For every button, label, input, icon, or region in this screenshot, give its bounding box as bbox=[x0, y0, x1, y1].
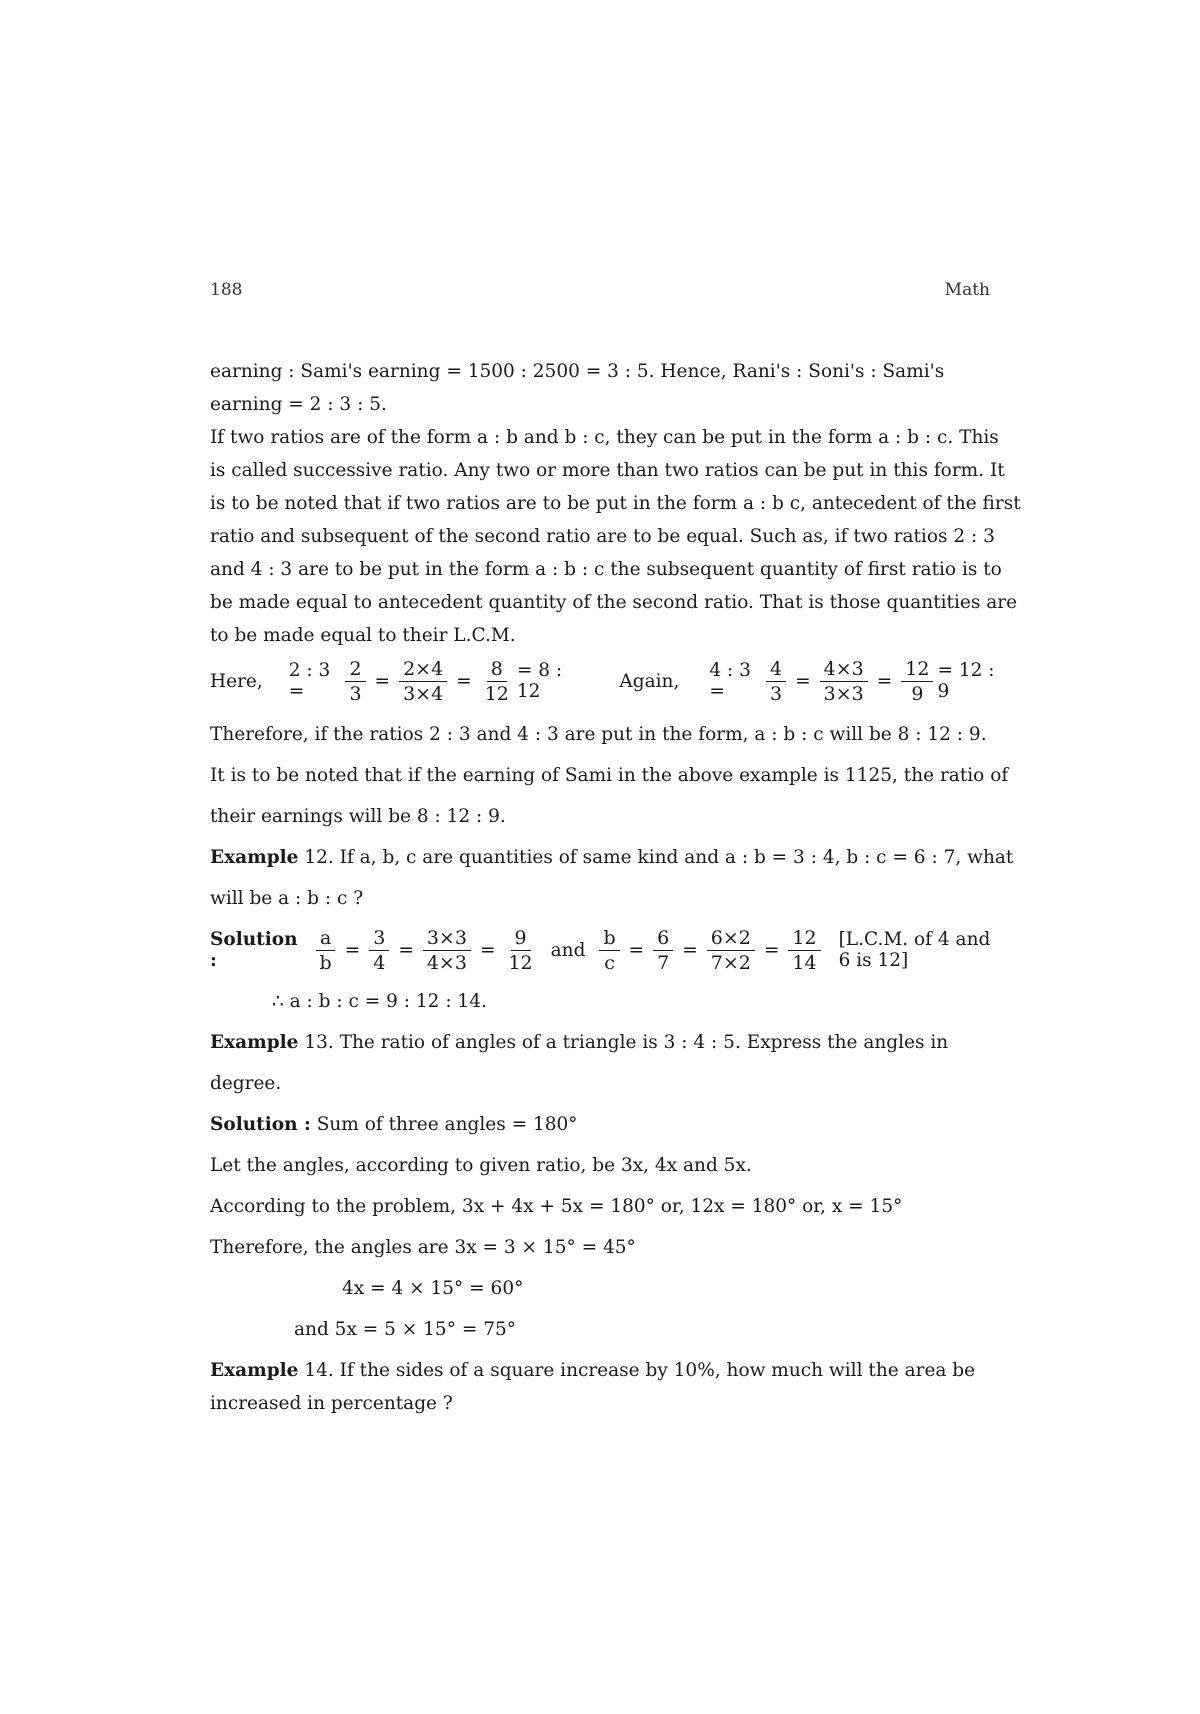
text-line: Therefore, the angles are 3x = 3 × 15° = 45° bbox=[210, 1237, 636, 1258]
text-line: earning = 2 : 3 : 5. bbox=[210, 394, 387, 415]
fraction: $\frac{a}{b}$ bbox=[316, 926, 336, 975]
text-line: and 4 : 3 are to be put in the form a : b : c the subsequent quantity of first ratio is to bbox=[210, 559, 1002, 580]
example-12 bbox=[210, 841, 1014, 874]
example-text: 13. The ratio of angles of a triangle is 3 : 4 : 5. Express the angles in bbox=[304, 1032, 949, 1053]
text-line: Therefore, if the ratios 2 : 3 and 4 : 3 are put in the form, a : b : c will be 8 : 12 : 9. bbox=[210, 724, 987, 745]
text-line: be made equal to antecedent quantity of the second ratio. That is those quantities are bbox=[210, 592, 1018, 613]
text-line: will be a : b : c ? bbox=[210, 888, 364, 909]
example-label: Example bbox=[210, 1360, 299, 1381]
text-line: 4x = 4 × 15° = 60° bbox=[342, 1278, 524, 1299]
text-line: Let the angles, according to given ratio, be 3x, 4x and 5x. bbox=[210, 1155, 752, 1176]
fraction: $\frac{2\times 4}{3\times 4}$ bbox=[399, 657, 447, 706]
eq-label-here: Here, bbox=[210, 670, 263, 692]
eq-label-again: Again, bbox=[619, 670, 680, 692]
fraction: $\frac{3\times 3}{4\times 3}$ bbox=[423, 926, 471, 975]
fraction: $\frac{4\times 3}{3\times 3}$ bbox=[820, 657, 868, 706]
fraction: $\frac{6}{7}$ bbox=[653, 926, 673, 975]
fraction: $\frac{b}{c}$ bbox=[599, 926, 619, 975]
subject-title: Math bbox=[944, 280, 990, 300]
text-line: their earnings will be 8 : 12 : 9. bbox=[210, 806, 506, 827]
solution-text: Sum of three angles = 180° bbox=[316, 1114, 578, 1135]
example-label: Example bbox=[210, 1032, 299, 1053]
eq-lhs: 4 : 3 = bbox=[709, 660, 751, 702]
text-line: degree. bbox=[210, 1073, 282, 1094]
text-line: According to the problem, 3x + 4x + 5x = 180° or, 12x = 180° or, x = 15° bbox=[210, 1196, 903, 1217]
text-line: and 5x = 5 × 15° = 75° bbox=[294, 1319, 517, 1340]
text-line: It is to be noted that if the earning of Sami in the above example is 1125, the ratio of bbox=[210, 765, 1009, 786]
example-14 bbox=[210, 1354, 1000, 1387]
eq-result: = 8 : 12 bbox=[516, 660, 563, 702]
lcm-note: [L.C.M. of 4 and 6 is 12] bbox=[838, 929, 991, 971]
solution-13 bbox=[210, 1108, 1000, 1141]
text-line: earning : Sami's earning = 1500 : 2500 = 3 : 5. Hence, Rani's : Soni's : Sami's bbox=[210, 361, 945, 382]
fraction: $\frac{6\times 2}{7\times 2}$ bbox=[707, 926, 755, 975]
eq-result: = 12 : 9 bbox=[937, 660, 995, 702]
text-line: to be made equal to their L.C.M. bbox=[210, 625, 516, 646]
ratio-equation-row: Here, 2 : 3 = $\frac{2}{3}$ = $\frac{2\times 4}{3\times 4}$ = $\frac{8}{12}$ = 8 : 12 Again, 4 : 3 = $\frac{4}{3}$ = $\frac{4\times 3}{3\times 3}$ = $\frac{12}{9}$ = 12 : 9 bbox=[210, 652, 1000, 710]
page-number: 188 bbox=[210, 280, 243, 300]
example-label: Example bbox=[210, 847, 299, 868]
example-13 bbox=[210, 1026, 1000, 1059]
fraction: $\frac{3}{4}$ bbox=[369, 926, 389, 975]
fraction: $\frac{4}{3}$ bbox=[766, 657, 786, 706]
text-line: If two ratios are of the form a : b and b : c, they can be put in the form a : b : c. This bbox=[210, 427, 999, 448]
text-line: ratio and subsequent of the second ratio are to be equal. Such as, if two ratios 2 : 3 bbox=[210, 526, 995, 547]
fraction: $\frac{2}{3}$ bbox=[345, 657, 365, 706]
example-text: 12. If a, b, c are quantities of same kind and a : b = 3 : 4, b : c = 6 : 7, what bbox=[304, 847, 1014, 868]
eq-lhs: 2 : 3 = bbox=[288, 660, 331, 702]
solution-12-equation: Solution : $\frac{a}{b}$ = $\frac{3}{4}$ = $\frac{3\times 3}{4\times 3}$ = $\frac{9}{12}$ and $\frac{b}{c}$ = $\frac{6}{7}$ = $\frac{6\times 2}{7\times 2}$ = $\frac{12}{14}$ [L.C.M. of 4 and 6 is 12] bbox=[210, 915, 1000, 985]
page-body bbox=[210, 355, 1021, 1420]
fraction: $\frac{9}{12}$ bbox=[508, 926, 533, 974]
text-line: is to be noted that if two ratios are to be put in the form a : b c, antecedent of the first bbox=[210, 493, 1021, 514]
text-line: increased in percentage ? bbox=[210, 1393, 453, 1414]
fraction: $\frac{12}{14}$ bbox=[788, 926, 820, 975]
solution-label: Solution : bbox=[210, 929, 298, 971]
fraction: $\frac{8}{12}$ bbox=[484, 657, 509, 705]
solution-conclusion: ∴ a : b : c = 9 : 12 : 14. bbox=[272, 991, 487, 1012]
fraction: $\frac{12}{9}$ bbox=[901, 657, 933, 706]
text-line: is called successive ratio. Any two or more than two ratios can be put in this form. It bbox=[210, 460, 1005, 481]
solution-label: Solution : bbox=[210, 1114, 311, 1135]
example-text: 14. If the sides of a square increase by 10%, how much will the area be bbox=[304, 1360, 976, 1381]
page-header bbox=[210, 280, 990, 310]
and-word: and bbox=[550, 939, 586, 961]
